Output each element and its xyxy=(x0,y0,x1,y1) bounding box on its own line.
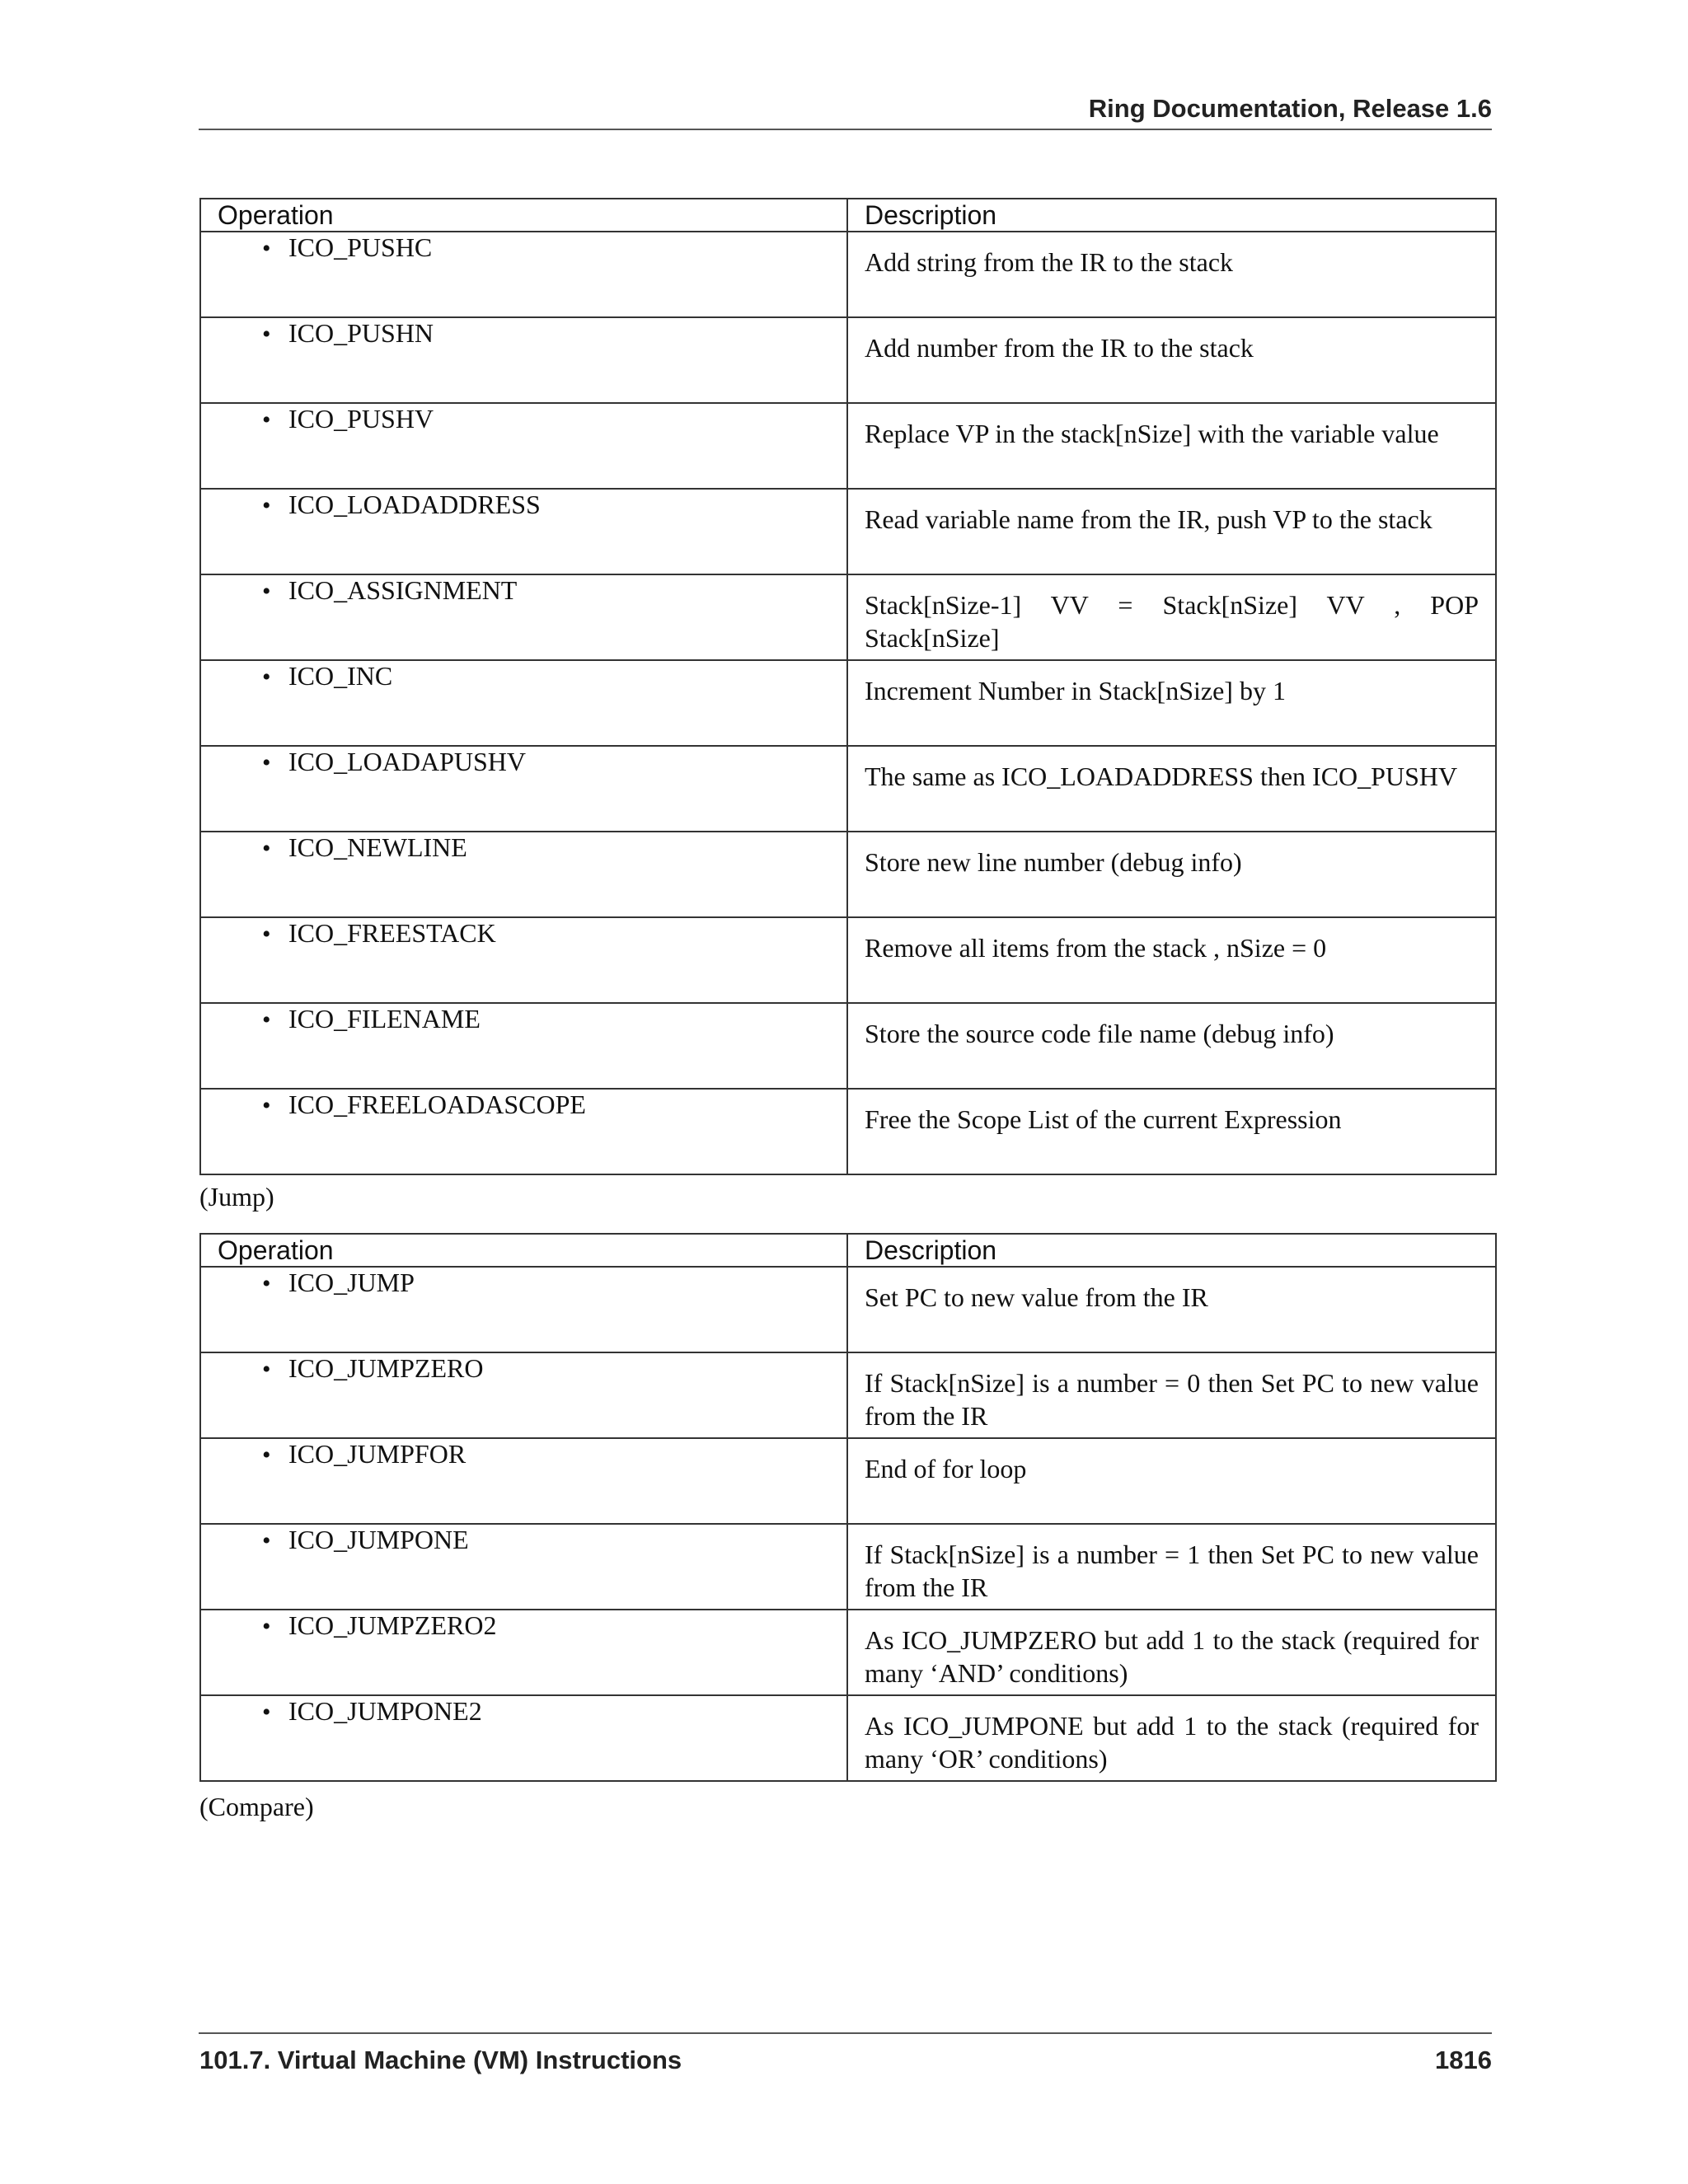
table-row xyxy=(200,1267,1496,1352)
table-row xyxy=(200,660,1496,746)
operation-name: ICO_NEWLINE xyxy=(288,832,467,862)
table-header-row xyxy=(200,1234,1496,1267)
description-cell: If Stack[nSize] is a number = 0 then Set PC to new value from the IR xyxy=(847,1352,1496,1438)
description-cell: Remove all items from the stack , nSize = 0 xyxy=(847,917,1496,1003)
footer-section-title: 101.7. Virtual Machine (VM) Instructions xyxy=(199,2046,682,2074)
description-cell: Store the source code file name (debug info) xyxy=(847,1003,1496,1089)
operation-cell xyxy=(200,1610,847,1695)
operation-cell xyxy=(200,489,847,574)
description-cell: End of for loop xyxy=(847,1438,1496,1524)
table-row xyxy=(200,1438,1496,1524)
table-row xyxy=(200,832,1496,917)
column-header-operation: Operation xyxy=(200,199,847,232)
bullet-icon: • xyxy=(262,406,271,434)
operations-table xyxy=(199,198,1497,1175)
operation-cell xyxy=(200,574,847,660)
description-cell: As ICO_JUMPONE but add 1 to the stack (required for many ‘OR’ conditions) xyxy=(847,1695,1496,1781)
column-header-description: Description xyxy=(847,199,1496,232)
operation-name: ICO_PUSHC xyxy=(288,232,433,262)
table-row xyxy=(200,1610,1496,1695)
bullet-icon: • xyxy=(262,1699,271,1726)
description-cell: Store new line number (debug info) xyxy=(847,832,1496,917)
column-header-operation: Operation xyxy=(200,1234,847,1267)
bullet-icon: • xyxy=(262,1613,271,1640)
operation-name: ICO_JUMP xyxy=(288,1268,415,1297)
table-row xyxy=(200,746,1496,832)
description-cell: Add string from the IR to the stack xyxy=(847,232,1496,317)
bullet-icon: • xyxy=(262,1270,271,1297)
bullet-icon: • xyxy=(262,235,271,262)
operation-cell xyxy=(200,917,847,1003)
operation-name: ICO_FREESTACK xyxy=(288,918,496,948)
operation-cell xyxy=(200,746,847,832)
document-title: Ring Documentation, Release 1.6 xyxy=(1088,94,1492,123)
operation-name: ICO_FILENAME xyxy=(288,1004,481,1033)
table-row xyxy=(200,232,1496,317)
table-row xyxy=(200,1695,1496,1781)
operation-name: ICO_ASSIGNMENT xyxy=(288,575,518,605)
page-number: 1816 xyxy=(1435,2046,1492,2074)
operation-cell xyxy=(200,403,847,489)
bullet-icon: • xyxy=(262,1006,271,1033)
operation-name: ICO_JUMPZERO xyxy=(288,1353,484,1383)
table-row xyxy=(200,917,1496,1003)
description-cell: If Stack[nSize] is a number = 1 then Set PC to new value from the IR xyxy=(847,1524,1496,1610)
table-row xyxy=(200,317,1496,403)
jump-operations-table xyxy=(199,1233,1497,1782)
column-header-description: Description xyxy=(847,1234,1496,1267)
table-row xyxy=(200,574,1496,660)
description-cell: Read variable name from the IR, push VP to the stack xyxy=(847,489,1496,574)
operation-name: ICO_LOADAPUSHV xyxy=(288,747,527,776)
operation-name: ICO_JUMPONE2 xyxy=(288,1696,482,1726)
table-row xyxy=(200,403,1496,489)
operation-name: ICO_JUMPONE xyxy=(288,1525,469,1554)
table-row xyxy=(200,489,1496,574)
bullet-icon: • xyxy=(262,663,271,691)
operation-cell xyxy=(200,1524,847,1610)
description-cell: Replace VP in the stack[nSize] with the variable value xyxy=(847,403,1496,489)
table-header-row xyxy=(200,199,1496,232)
bullet-icon: • xyxy=(262,492,271,519)
bullet-icon: • xyxy=(262,1527,271,1554)
bullet-icon: • xyxy=(262,1092,271,1119)
description-cell: Add number from the IR to the stack xyxy=(847,317,1496,403)
table-row xyxy=(200,1524,1496,1610)
bullet-icon: • xyxy=(262,1356,271,1383)
description-cell: Free the Scope List of the current Expression xyxy=(847,1089,1496,1174)
table-row xyxy=(200,1352,1496,1438)
page-header xyxy=(199,92,1492,130)
operation-cell xyxy=(200,1352,847,1438)
description-cell: Increment Number in Stack[nSize] by 1 xyxy=(847,660,1496,746)
bullet-icon: • xyxy=(262,921,271,948)
operation-cell xyxy=(200,317,847,403)
operation-cell xyxy=(200,1438,847,1524)
description-cell: Set PC to new value from the IR xyxy=(847,1267,1496,1352)
operation-name: ICO_PUSHN xyxy=(288,318,434,348)
caption-jump: (Jump) xyxy=(199,1182,274,1212)
operation-cell xyxy=(200,660,847,746)
operation-name: ICO_PUSHV xyxy=(288,404,434,434)
table-row xyxy=(200,1003,1496,1089)
bullet-icon: • xyxy=(262,578,271,605)
table-row xyxy=(200,1089,1496,1174)
operation-cell xyxy=(200,1267,847,1352)
page-footer xyxy=(199,2032,1492,2082)
operation-name: ICO_JUMPZERO2 xyxy=(288,1610,497,1640)
operation-name: ICO_LOADADDRESS xyxy=(288,490,541,519)
operation-cell xyxy=(200,1003,847,1089)
description-cell: As ICO_JUMPZERO but add 1 to the stack (required for many ‘AND’ conditions) xyxy=(847,1610,1496,1695)
bullet-icon: • xyxy=(262,1441,271,1469)
operation-name: ICO_FREELOADASCOPE xyxy=(288,1090,586,1119)
bullet-icon: • xyxy=(262,835,271,862)
operation-name: ICO_JUMPFOR xyxy=(288,1439,467,1469)
bullet-icon: • xyxy=(262,749,271,776)
operation-cell xyxy=(200,232,847,317)
description-cell: The same as ICO_LOADADDRESS then ICO_PUSHV xyxy=(847,746,1496,832)
operation-name: ICO_INC xyxy=(288,661,393,691)
operation-cell xyxy=(200,1089,847,1174)
bullet-icon: • xyxy=(262,321,271,348)
operation-cell xyxy=(200,832,847,917)
operation-cell xyxy=(200,1695,847,1781)
caption-compare: (Compare) xyxy=(199,1792,314,1821)
description-cell: Stack[nSize-1] VV = Stack[nSize] VV , POP Stack[nSize] xyxy=(847,574,1496,660)
